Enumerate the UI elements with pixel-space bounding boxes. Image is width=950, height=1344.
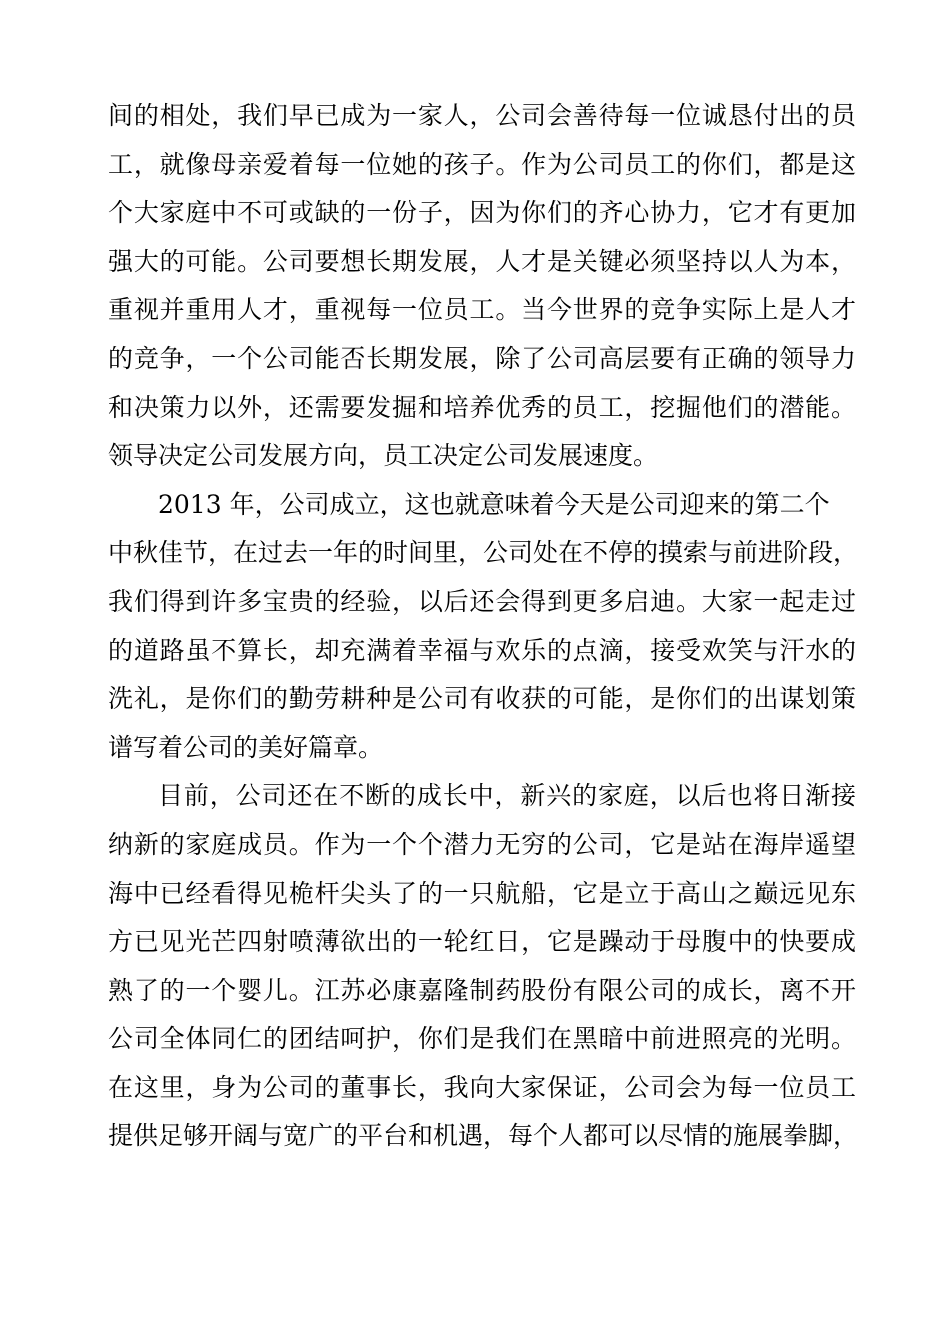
text-line: 在这里，身为公司的董事长，我向大家保证，公司会为每一位员工 <box>108 1072 856 1102</box>
paragraph-3 <box>108 772 859 1161</box>
text-line: 熟了的一个婴儿。江苏必康嘉隆制药股份有限公司的成长，离不开 <box>108 975 856 1005</box>
text-line: 领导决定公司发展方向，员工决定公司发展速度。 <box>108 441 659 471</box>
paragraph-1 <box>108 92 856 481</box>
document-body <box>108 92 859 1161</box>
paragraph-2 <box>108 481 859 773</box>
text-line: 中秋佳节，在过去一年的时间里，公司处在不停的摸索与前进阶段， <box>108 538 859 568</box>
text-line: 个大家庭中不可或缺的一份子，因为你们的齐心协力，它才有更加 <box>108 198 856 228</box>
text-line: 洗礼，是你们的勤劳耕种是公司有收获的可能，是你们的出谋划策 <box>108 684 856 714</box>
text-line: 我们得到许多宝贵的经验，以后还会得到更多启迪。大家一起走过 <box>108 586 856 616</box>
text-line: 的竞争，一个公司能否长期发展，除了公司高层要有正确的领导力 <box>108 343 856 373</box>
text-line: 公司全体同仁的团结呵护，你们是我们在黑暗中前进照亮的光明。 <box>108 1024 856 1054</box>
text-line: 目前，公司还在不断的成长中，新兴的家庭，以后也将日渐接 <box>158 781 856 811</box>
text-line: 谱写着公司的美好篇章。 <box>108 732 384 762</box>
text-line: 提供足够开阔与宽广的平台和机遇，每个人都可以尽情的施展拳脚， <box>108 1121 859 1151</box>
text-line: 2013 年，公司成立，这也就意味着今天是公司迎来的第二个 <box>158 489 830 519</box>
text-line: 的道路虽不算长，却充满着幸福与欢乐的点滴，接受欢笑与汗水的 <box>108 635 856 665</box>
text-line: 海中已经看得见桅杆尖头了的一只航船，它是立于高山之巅远见东 <box>108 878 856 908</box>
text-line: 间的相处，我们早已成为一家人，公司会善待每一位诚恳付出的员 <box>108 101 856 130</box>
text-line: 强大的可能。公司要想长期发展，人才是关键必须坚持以人为本， <box>108 246 856 276</box>
text-line: 重视并重用人才，重视每一位员工。当今世界的竞争实际上是人才 <box>108 295 856 325</box>
text-line: 工，就像母亲爱着每一位她的孩子。作为公司员工的你们，都是这 <box>108 149 856 179</box>
text-line: 和决策力以外，还需要发掘和培养优秀的员工，挖掘他们的潜能。 <box>108 392 856 422</box>
text-line: 纳新的家庭成员。作为一个个潜力无穷的公司，它是站在海岸遥望 <box>108 829 856 859</box>
text-line: 方已见光芒四射喷薄欲出的一轮红日，它是躁动于母腹中的快要成 <box>108 927 856 957</box>
